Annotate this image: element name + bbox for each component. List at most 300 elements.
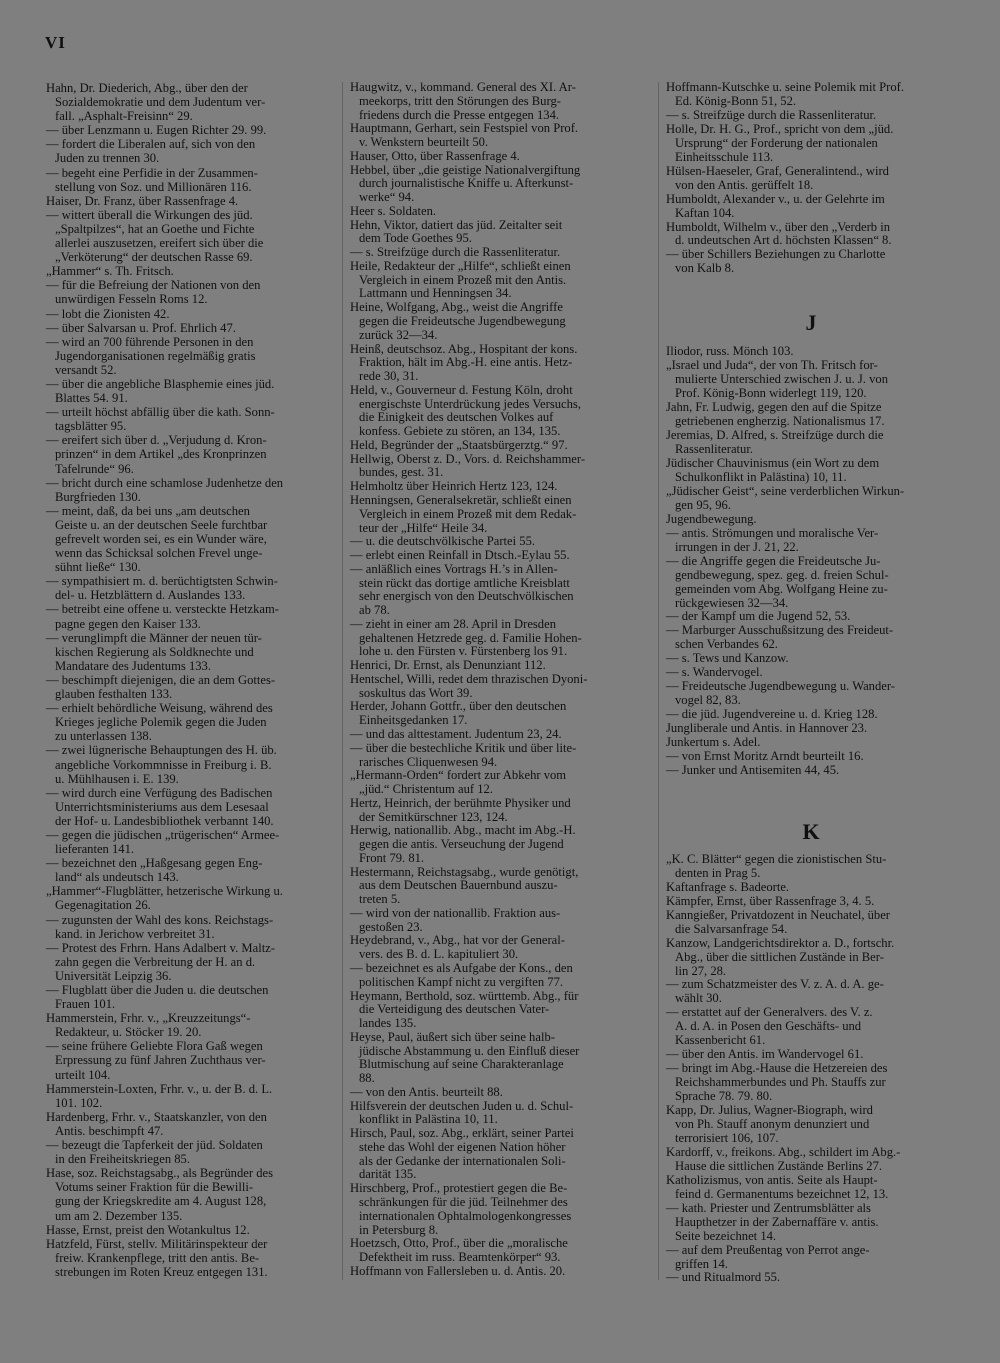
index-entry [350, 453, 650, 481]
index-line: — Flugblatt über die Juden u. die deutschen [46, 983, 269, 997]
index-line: der Hof- u. Landesbibliothek verbannt 140. [55, 813, 274, 828]
index-entry [350, 494, 650, 535]
index-line: Hülsen-Haeseler, Graf, Generalintend., wird [666, 163, 889, 178]
index-entry [350, 700, 650, 728]
index-line: aus dem Deutschen Bauernbund auszu- [359, 878, 558, 893]
page-number: VI [45, 33, 66, 52]
index-line: — s. Wandervogel. [666, 665, 763, 680]
index-entry [46, 1011, 336, 1039]
index-line: — beschimpft diejenigen, die an dem Gottes- [46, 672, 276, 687]
index-line: — seine frühere Geliebte Flora Gaß wegen [46, 1039, 263, 1054]
index-line: — wird durch eine Verfügung des Badischen [46, 785, 273, 800]
index-entry [666, 937, 956, 979]
index-entry [46, 476, 336, 504]
index-entry [666, 680, 956, 708]
index-line: schen Verbandes 62. [675, 637, 778, 652]
index-line: — erstattet auf der Generalvers. des V. z. [666, 1005, 873, 1020]
index-line: — zum Schatzmeister des V. z. A. d. A. ge- [666, 977, 884, 992]
index-line: Erpressung zu fünf Jahren Zuchthaus ver- [55, 1053, 266, 1068]
index-entry [46, 1138, 336, 1166]
index-entry [666, 359, 956, 401]
index-entry [46, 1166, 336, 1222]
index-line: 101. 102. [55, 1095, 103, 1110]
index-line: Hirsch, Paul, soz. Abg., erklärt, seiner Partei [350, 1126, 574, 1141]
index-entry [350, 1237, 650, 1265]
index-line: Kämpfer, Ernst, über Rassenfrage 3, 4. 5. [666, 893, 875, 908]
index-line: — von den Antis. beurteilt 88. [350, 1084, 503, 1099]
index-entry [46, 1039, 336, 1081]
index-line: schränkungen für die jüd. Teilnehmer des [359, 1195, 568, 1210]
index-entry [666, 708, 956, 722]
index-line: — der Kampf um die Jugend 52, 53. [666, 609, 851, 624]
index-line: — die Angriffe gegen die Freideutsche Ju- [666, 553, 881, 568]
index-line: Junkertum s. Adel. [666, 735, 761, 750]
index-line: Heer s. Soldaten. [350, 203, 437, 218]
index-entry [46, 405, 336, 433]
index-line: terrorisiert 106, 107. [675, 1130, 779, 1145]
index-line: von Kalb 8. [675, 261, 735, 276]
index-entry [46, 1223, 336, 1237]
index-line: „Spaltpilzes“, hat an Goethe und Fichte [55, 221, 255, 236]
index-entry [350, 866, 650, 907]
index-line: wählt 30. [675, 991, 722, 1006]
index-entry [350, 673, 650, 701]
index-line: Iliodor, russ. Mönch 103. [666, 344, 794, 359]
index-line: — bringt im Abg.-Hause die Hetzereien des [666, 1061, 888, 1076]
index-line: — bezeichnet es als Aufgabe der Kons., den [350, 961, 573, 975]
index-line: Vergleich in einem Prozeß mit den Antis. [359, 272, 567, 287]
index-line: — fordert die Liberalen auf, sich von den [46, 137, 256, 152]
index-entry [666, 750, 956, 764]
index-entry [666, 1146, 956, 1174]
index-line: Held, v., Gouverneur d. Festung Köln, droht [350, 382, 573, 397]
index-line: Kanzow, Landgerichtsdirektor a. D., fortschr. [666, 935, 895, 950]
index-entry [350, 549, 650, 563]
index-line: — über den Antis. im Wandervogel 61. [666, 1047, 864, 1062]
index-line: — und Ritualmord 55. [666, 1270, 781, 1285]
index-line: durch journalistische Kniffe u. Afterkunst- [359, 176, 574, 191]
index-entry [350, 246, 650, 260]
index-entry [350, 742, 650, 770]
index-line: prinzen“ in dem Artikel „des Kronprinzen [55, 447, 267, 462]
index-line: Hasse, Ernst, preist den Wotankultus 12. [46, 1222, 250, 1237]
index-entry [350, 962, 650, 990]
index-line: in Petersburg 8. [359, 1222, 439, 1237]
index-line: — begeht eine Perfidie in der Zusammen- [46, 165, 258, 180]
index-line: Fraktion, hält im Abg.-H. eine antis. Hetz- [359, 355, 573, 370]
index-entry [350, 934, 650, 962]
index-line: Burgfrieden 130. [55, 489, 141, 504]
index-entry [666, 610, 956, 624]
index-line: Vergleich in einem Prozeß mit dem Redak- [359, 506, 577, 521]
index-line: rede 30, 31. [359, 369, 419, 384]
index-line: — über Schillers Beziehungen zu Charlotte [666, 247, 886, 262]
index-line: gendbewegung, spez. geg. d. freien Schul- [675, 567, 889, 582]
index-line: politischen Kampf nicht zu vergiften 77. [359, 974, 564, 989]
index-line: del- u. Hetzblättern d. Auslandes 133. [55, 588, 246, 603]
index-line: Jungliberale und Antis. in Hannover 23. [666, 721, 868, 736]
index-line: Hauser, Otto, über Rassenfrage 4. [350, 148, 520, 163]
index-entry [46, 786, 336, 828]
index-line: Hoetzsch, Otto, Prof., über die „moralische [350, 1236, 568, 1251]
index-line: — verunglimpft die Männer der neuen tür- [46, 630, 262, 645]
index-line: Held, Begründer der „Staatsbürgerztg.“ 97. [350, 437, 568, 452]
index-line: darität 135. [359, 1167, 417, 1182]
index-entry [350, 81, 650, 122]
index-entry [666, 853, 956, 881]
index-line: Juden zu trennen 30. [55, 151, 160, 166]
index-line: glauben festhalten 133. [55, 687, 173, 702]
index-line: Heydebrand, v., Abg., hat vor der General- [350, 933, 565, 948]
index-line: treten 5. [359, 892, 401, 907]
index-line: Sozialdemokratie und dem Judentum ver- [55, 95, 266, 110]
index-line: konflikt in Palästina 10, 11. [359, 1112, 498, 1127]
index-line: „Hermann-Orden“ fordert zur Abkehr vom [350, 768, 567, 783]
index-entry [46, 433, 336, 475]
index-entry [350, 728, 650, 742]
index-entry [666, 555, 956, 611]
index-entry [350, 907, 650, 935]
index-line: Hirschberg, Prof., protestiert gegen die Be- [350, 1181, 568, 1196]
index-line: um am 2. Dezember 135. [55, 1208, 183, 1223]
index-line: Hase, soz. Reichstagsabg., als Begründer des [46, 1166, 273, 1181]
index-line: — bricht durch eine schamlose Judenhetze den [46, 475, 284, 490]
index-line: urteilt 104. [55, 1067, 111, 1082]
index-entry [666, 248, 956, 276]
index-entry [666, 1174, 956, 1202]
index-entry [46, 1110, 336, 1138]
index-line: Katholizismus, von antis. Seite als Haupt- [666, 1172, 878, 1187]
index-entry [46, 913, 336, 941]
index-line: gegen die antis. Verseuchung der Jugend [359, 837, 564, 852]
index-line: gemeinden vom Abg. Wolfgang Heine zu- [675, 581, 888, 596]
index-entry [46, 504, 336, 574]
index-line: vogel 82, 83. [675, 693, 741, 708]
index-entry [46, 743, 336, 785]
index-entry [350, 769, 650, 797]
index-line: Blattes 54. 91. [55, 391, 128, 406]
index-line: „Israel und Juda“, der von Th. Fritsch for- [666, 358, 878, 373]
index-line: Gegenagitation 26. [55, 898, 151, 913]
index-line: Rassenliteratur. [675, 442, 753, 457]
index-line: „Jüdischer Geist“, seine verderblichen Wirkun- [666, 483, 905, 498]
index-line: gegen die Freideutsche Jugendbewegung [359, 314, 566, 329]
index-line: — die jüd. Jugendvereine u. d. Krieg 128. [666, 707, 878, 722]
index-entry [350, 205, 650, 219]
index-line: freiw. Krankenpflege, tritt den antis. Be- [55, 1250, 260, 1265]
index-line: als der Gedanke der internationalen Soli- [359, 1153, 566, 1168]
index-line: Einheitsgedanken 17. [359, 713, 468, 728]
index-line: Jugendorganisationen regelmäßig gratis [55, 348, 256, 363]
index-line: — zieht in einer am 28. April in Dresden [350, 616, 556, 631]
index-line: gestoßen 23. [359, 919, 423, 934]
index-line: denten in Prag 5. [675, 865, 761, 880]
index-line: Einheitsschule 113. [675, 149, 774, 164]
index-line: Haiser, Dr. Franz, über Rassenfrage 4. [46, 193, 239, 208]
index-entry [666, 978, 956, 1006]
index-entry [350, 343, 650, 384]
index-line: Reichshammerbundes und Ph. Stauffs zur [675, 1075, 886, 1090]
index-line: Kaftan 104. [675, 205, 735, 220]
index-entry [666, 1048, 956, 1062]
index-line: Hertz, Heinrich, der berühmte Physiker und [350, 795, 571, 810]
index-line: mulierte Unterschied zwischen J. u. J. von [675, 372, 888, 387]
index-entry [350, 535, 650, 549]
index-line: Kapp, Dr. Julius, Wagner-Biograph, wird [666, 1103, 873, 1118]
index-line: stehe das Wohl der eigenen Nation höher [359, 1139, 566, 1154]
index-line: Jahn, Fr. Ludwig, gegen den auf die Spitze [666, 400, 882, 415]
index-entry [350, 439, 650, 453]
index-line: Henningsen, Generalsekretär, schließt einen [350, 492, 572, 507]
index-section [350, 81, 650, 1279]
index-line: Schulkonflikt in Palästina) 10, 11. [675, 469, 847, 484]
index-line: Jugendbewegung. [666, 511, 757, 526]
index-line: u. Mühlhausen i. E. 139. [55, 771, 179, 786]
index-line: wenn das Schicksal solchen Frevel unge- [55, 546, 263, 561]
index-column-right [666, 81, 956, 1285]
index-line: Hause die sittlichen Zustände Berlins 27. [675, 1158, 883, 1173]
index-line: Hilfsverein der deutschen Juden u. d. Schul- [350, 1098, 574, 1113]
index-line: gehaltenen Hetzrede geg. d. Familie Hohen- [359, 630, 582, 645]
index-line: Heile, Redakteur der „Hilfe“, schließt einen [350, 258, 571, 273]
index-line: friedens durch die Presse entgegen 134. [359, 107, 560, 122]
index-line: Hardenberg, Frhr. v., Staatskanzler, von den [46, 1109, 267, 1124]
index-line: gung der Kriegskredite am 4. August 128, [55, 1194, 267, 1209]
index-entry [350, 301, 650, 342]
index-line: — gegen die jüdischen „trügerischen“ Armee- [46, 827, 280, 842]
index-section [666, 818, 956, 1286]
index-line: irrungen in der J. 21, 22. [675, 539, 799, 554]
index-entry [350, 563, 650, 618]
index-line: Hahn, Dr. Diederich, Abg., über den der [46, 81, 248, 95]
index-line: allerlei auszusetzen, ereifert sich über die [55, 236, 264, 251]
index-line: — urteilt höchst abfällig über die kath. Sonn- [46, 405, 275, 420]
index-entry [46, 81, 336, 123]
index-line: dem Tode Goethes 95. [359, 231, 472, 246]
index-line: Hebbel, über „die geistige Nationalvergiftung [350, 162, 581, 177]
index-line: Kanngießer, Privatdozent in Neuchatel, über [666, 907, 891, 922]
index-entry [350, 219, 650, 247]
index-line: Abg., über die sittlichen Zustände in Ber- [675, 949, 884, 964]
index-entry [666, 736, 956, 750]
index-entry [46, 673, 336, 701]
index-line: zurück 32—34. [359, 327, 438, 342]
index-entry [666, 1202, 956, 1244]
index-line: — anläßlich eines Vortrags H.’s in Allen- [350, 561, 558, 576]
index-entry [46, 574, 336, 602]
index-entry [46, 208, 336, 264]
index-line: Seite bezeichnet 14. [675, 1228, 777, 1243]
index-entry [46, 1082, 336, 1110]
index-entry [46, 137, 336, 165]
index-line: stellung von Soz. und Millionären 116. [55, 179, 252, 194]
index-line: Hellwig, Oberst z. D., Vors. d. Reichshammer- [350, 451, 586, 466]
index-line: — Junker und Antisemiten 44, 45. [666, 762, 840, 777]
index-line: lieferanten 141. [55, 842, 135, 857]
index-line: Heine, Wolfgang, Abg., weist die Angriffe [350, 300, 563, 315]
index-line: Humboldt, Alexander v., u. der Gelehrte im [666, 191, 885, 206]
index-line: Front 79. 81. [359, 850, 425, 865]
index-line: griffen 14. [675, 1256, 728, 1271]
index-line: angebliche Vorkommnisse in Freiburg i. B. [55, 757, 272, 772]
index-line: Sprache 78. 79. 80. [675, 1089, 773, 1104]
index-line: „Hammer“-Flugblätter, hetzerische Wirkung u. [46, 884, 283, 899]
index-entry [350, 1265, 650, 1279]
index-section [666, 312, 956, 778]
index-line: — ereifert sich über d. „Verjudung d. Kron- [46, 433, 267, 448]
index-line: rarisches Cliquenwesen 94. [359, 754, 498, 769]
index-line: Kardorff, v., freikons. Abg., schildert im Abg.- [666, 1144, 901, 1159]
index-line: Hauptmann, Gerhart, sein Festspiel von Prof. [350, 121, 579, 136]
index-line: meekorps, tritt den Störungen des Burg- [359, 93, 561, 108]
index-entry [46, 307, 336, 321]
index-line: zu unterlassen 138. [55, 729, 152, 744]
index-line: — für die Befreiung der Nationen von den [46, 278, 261, 293]
index-line: Prof. König-Bonn widerlegt 119, 120. [675, 386, 867, 401]
index-line: Hestermann, Reichstagsabg., wurde genötigt, [350, 864, 579, 879]
index-entry [666, 221, 956, 249]
index-entry [350, 1031, 650, 1086]
index-entry [46, 278, 336, 306]
index-entry [46, 828, 336, 856]
index-line: — kath. Priester und Zentrumsblätter als [666, 1200, 871, 1215]
index-line: — Marburger Ausschußsitzung des Freideut- [666, 623, 894, 638]
index-entry [46, 194, 336, 208]
index-line: gefrevelt worden sei, es ein Wunder wäre, [55, 532, 267, 546]
index-line: Hammerstein-Loxten, Frhr. v., u. der B. d. L. [46, 1081, 273, 1096]
index-line: Unterrichtsministeriums aus dem Lesesaal [55, 799, 269, 814]
index-line: „Hammer“ s. Th. Fritsch. [46, 264, 174, 279]
index-line: — Freideutsche Jugendbewegung u. Wander- [666, 679, 895, 694]
index-line: — wird von der nationallib. Fraktion aus- [350, 905, 561, 920]
index-line: — bezeugt die Tapferkeit der jüd. Soldaten [46, 1138, 263, 1153]
index-entry [350, 480, 650, 494]
index-entry [350, 797, 650, 825]
column-rule [658, 82, 659, 1280]
index-line: Blutmischung auf seine Charakteranlage [359, 1057, 564, 1072]
index-line: Hentschel, Willi, redet dem thrazischen Dyoni- [350, 671, 588, 686]
index-line: — lobt die Zionisten 42. [46, 306, 170, 321]
index-line: A. d. A. in Posen den Geschäfts- und [675, 1019, 862, 1034]
index-line: gen 95, 96. [675, 497, 731, 512]
index-line: pagne gegen den Kaiser 133. [55, 616, 201, 631]
index-line: — sympathisiert m. d. berüchtigtsten Schwin- [46, 574, 278, 589]
index-line: „jüd.“ Christentum auf 12. [359, 782, 493, 797]
index-line: — antis. Strömungen und moralische Ver- [666, 525, 879, 540]
index-entry [46, 335, 336, 377]
index-line: getriebenen engherzig. Nationalismus 17. [675, 414, 885, 429]
index-line: sehr energisch von den Deutschvölkischen [359, 589, 574, 604]
index-line: Ursprung“ der Forderung der nationalen [675, 135, 878, 150]
index-entry [666, 123, 956, 165]
index-line: Antis. beschimpft 47. [55, 1123, 164, 1138]
index-entry [350, 1086, 650, 1100]
index-column-middle [350, 81, 650, 1279]
index-line: Defektheit im russ. Beamtenkörper“ 93. [359, 1250, 561, 1265]
index-line: land“ als undeutsch 143. [55, 870, 179, 885]
index-line: Jeremias, D. Alfred, s. Streifzüge durch die [666, 428, 884, 443]
index-entry [46, 884, 336, 912]
index-line: stein rückt das dortige amtliche Kreisblatt [359, 575, 570, 590]
index-line: internationalen Ophtalmologenkongresses [359, 1208, 572, 1223]
index-line: Universität Leipzig 36. [55, 968, 172, 983]
index-line: Herwig, nationallib. Abg., macht im Abg.-H. [350, 823, 576, 838]
index-line: vers. des B. d. L. kapituliert 30. [359, 947, 519, 962]
index-line: energischste Unterdrückung jedes Versuchs, [359, 396, 581, 411]
index-line: jüdische Abstammung u. den Einfluß dieser [359, 1043, 580, 1058]
index-line: — erlebt einen Reinfall in Dtsch.-Eylau 55. [350, 548, 570, 563]
index-entry [666, 109, 956, 123]
index-entry [666, 1244, 956, 1272]
index-line: — meint, daß, da bei uns „am deutschen [46, 503, 250, 518]
index-line: die Einigkeit des deutschen Volkes auf [359, 410, 554, 425]
index-line: Herder, Johann Gottfr., über den deutschen [350, 699, 567, 714]
index-entry [666, 513, 956, 527]
index-line: „Verköterung“ der deutschen Rasse 69. [55, 250, 253, 265]
index-entry [350, 260, 650, 301]
index-entry [350, 824, 650, 865]
index-entry [46, 321, 336, 335]
index-line: von den Antis. gerüffelt 18. [675, 177, 814, 192]
index-line: — u. die deutschvölkische Partei 55. [350, 534, 536, 549]
index-line: Henrici, Dr. Ernst, als Denunziant 112. [350, 658, 546, 673]
index-entry [350, 150, 650, 164]
index-entry [350, 1182, 650, 1237]
index-entry [666, 485, 956, 513]
index-entry [350, 990, 650, 1031]
index-entry [46, 983, 336, 1011]
index-entry [350, 164, 650, 205]
index-entry [46, 856, 336, 884]
index-line: „K. C. Blätter“ gegen die zionistischen Stu- [666, 851, 887, 866]
index-line: teur der „Hilfe“ Heile 34. [359, 520, 488, 535]
index-line: v. Wenkstern beurteilt 50. [359, 135, 489, 150]
index-line: — s. Tews und Kanzow. [666, 651, 789, 666]
index-line: kand. in Jerichow verbreitet 31. [55, 926, 215, 941]
index-entry [350, 384, 650, 439]
index-line: Kaftanfrage s. Badeorte. [666, 879, 790, 894]
index-line: Helmholtz über Heinrich Hertz 123, 124. [350, 479, 558, 494]
index-line: — betreibt eine offene u. versteckte Hetzkam- [46, 602, 279, 617]
index-line: Humboldt, Wilhelm v., über den „Verderb in [666, 219, 891, 234]
index-entry [666, 345, 956, 359]
index-entry [666, 165, 956, 193]
index-line: — s. Streifzüge durch die Rassenliteratur. [666, 107, 877, 122]
index-line: Frauen 101. [55, 997, 116, 1012]
index-line: tagsblätter 95. [55, 419, 127, 434]
index-entry [666, 81, 956, 109]
index-entry [666, 666, 956, 680]
index-entry [350, 1127, 650, 1182]
index-entry [666, 401, 956, 429]
index-line: Heyse, Paul, äußert sich über seine halb- [350, 1029, 555, 1044]
index-line: Heinß, deutschsoz. Abg., Hospitant der kons. [350, 341, 578, 356]
index-entry [350, 1100, 650, 1128]
index-line: Hammerstein, Frhr. v., „Kreuzzeitungs“- [46, 1011, 251, 1026]
index-section [46, 81, 336, 1279]
index-line: Holle, Dr. H. G., Prof., spricht von dem „jüd. [666, 121, 894, 136]
index-entry [666, 457, 956, 485]
index-entry [666, 624, 956, 652]
index-line: — bezeichnet den „Haßgesang gegen Eng- [46, 856, 263, 871]
index-entry [666, 652, 956, 666]
index-entry [46, 166, 336, 194]
index-entry [46, 264, 336, 278]
index-line: Tafelrunde“ 96. [55, 461, 134, 476]
index-line: die Verteidigung des deutschen Vater- [359, 1002, 550, 1017]
index-line: die Salvarsanfrage 54. [675, 921, 788, 936]
index-line: — über die bestechliche Kritik und über lite- [350, 740, 577, 755]
